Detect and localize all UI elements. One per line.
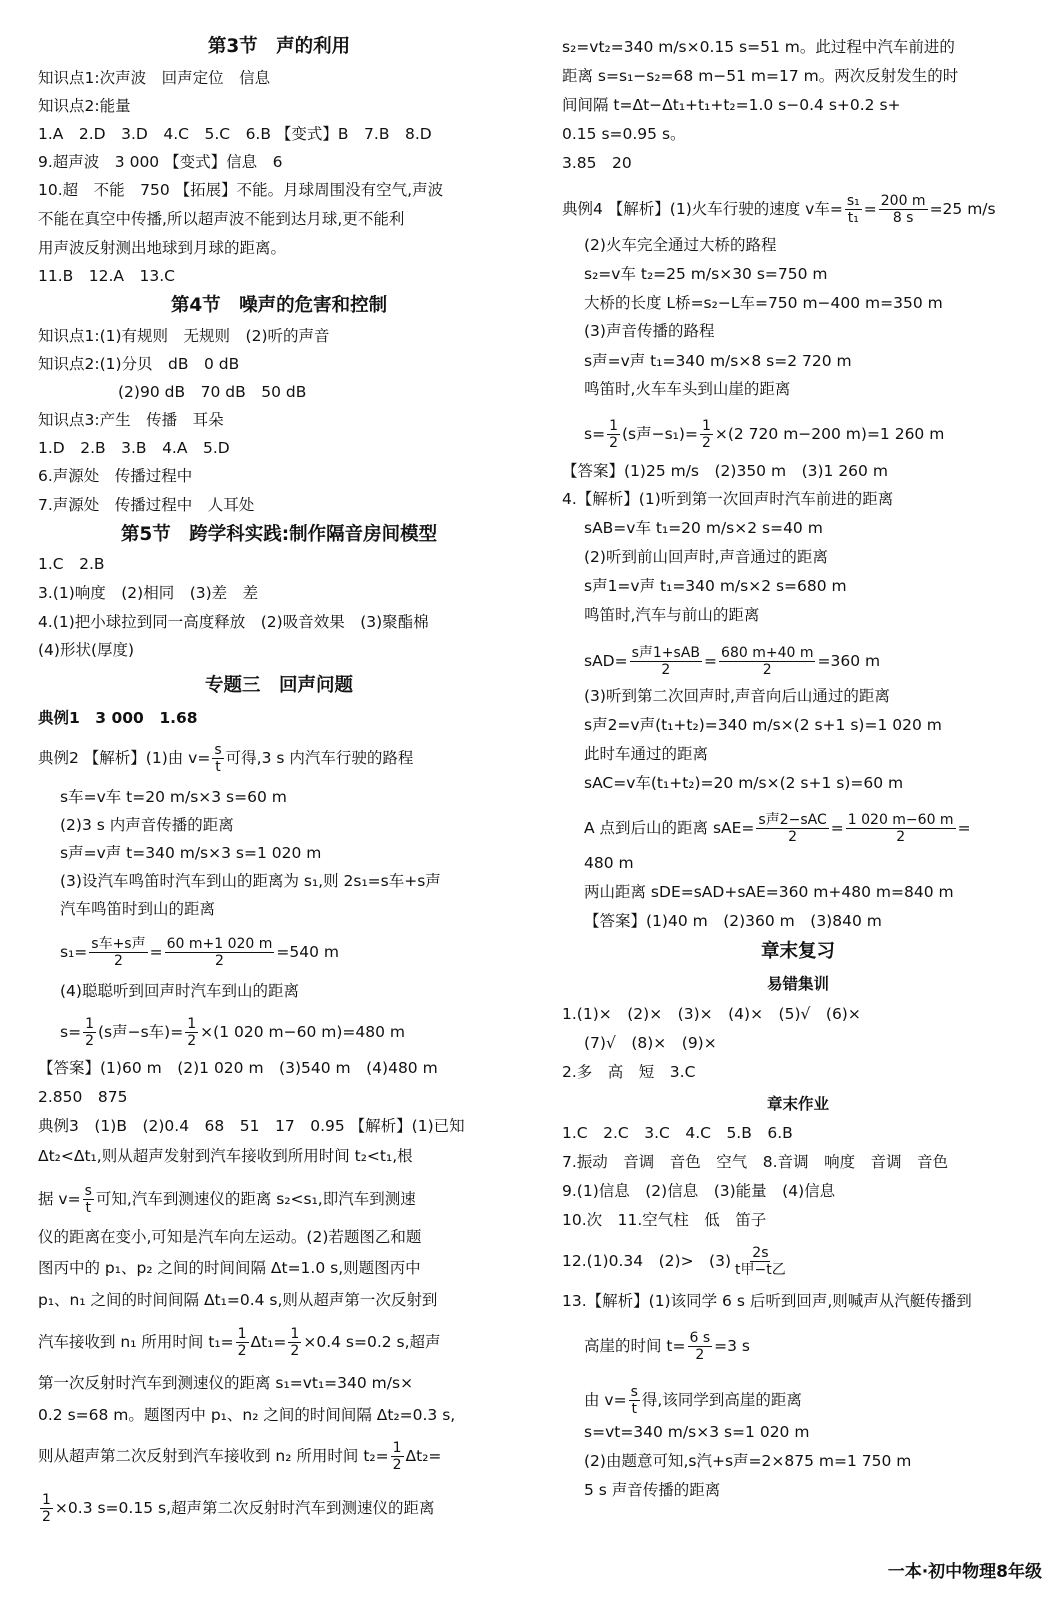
text-line: 知识点2:(1)分贝 dB 0 dB [38,355,240,373]
denominator: 2 [237,1343,247,1359]
text-span: =3 s [714,1337,751,1355]
numerator: 1 [701,418,711,434]
text-span: 12.(1)0.34 (2)> (3) [562,1252,732,1270]
text-line: (3)听到第二次回声时,声音向后山通过的距离 [584,687,890,705]
formula-line [584,1384,802,1417]
text-line: 1.A 2.D 3.D 4.C 5.C 6.B 【变式】B 7.B 8.D [38,125,432,143]
text-line: 两山距离 sDE=sAD+sAE=360 m+480 m=840 m [584,883,954,901]
formula-line [584,1330,750,1363]
numerator: 60 m+1 020 m [166,936,273,952]
denominator: 2 [42,1509,51,1525]
fraction [719,645,815,678]
formula-line [38,1492,435,1525]
formula-line [38,1183,416,1216]
numerator: 200 m [880,193,926,209]
fraction [733,1245,788,1278]
numerator: 680 m+40 m [721,645,814,661]
text-span: A 点到后山的距离 sAE= [584,819,755,837]
text-span: = [149,943,163,961]
chapter-homework-title: 章末作业 [766,1095,829,1113]
text-span: 可知,汽车到测速仪的距离 s₂<s₁,即汽车到测速 [95,1190,416,1208]
text-span: ×0.4 s=0.2 s,超声 [303,1333,441,1351]
text-span: 由 v= [584,1391,627,1409]
numerator: s声1+sAB [631,645,701,661]
text-line: 用声波反射测出地球到月球的距离。 [38,239,287,257]
text-line: 不能在真空中传播,所以超声波不能到达月球,更不能利 [38,210,405,228]
denominator: 2 [609,435,618,451]
text-span: (s声−s车)= [98,1023,184,1041]
numerator: 2s [752,1245,769,1261]
fraction [845,193,862,226]
text-line: 7.振动 音调 音色 空气 8.音调 响度 音调 音色 [562,1153,949,1171]
numerator: s车+s声 [91,936,146,952]
topic-3-title: 专题三 回声问题 [204,675,353,696]
formula-line [60,1016,405,1049]
fraction [288,1326,301,1359]
text-line: 1.C 2.C 3.C 4.C 5.B 6.B [562,1124,793,1142]
text-line: 2.850 875 [38,1088,128,1106]
text-span: =25 m/s [929,200,996,218]
text-line: 知识点1:次声波 回声定位 信息 [38,69,271,87]
denominator: t [631,1401,637,1417]
text-line: 鸣笛时,火车车头到山崖的距离 [584,380,791,398]
fraction [83,1183,94,1216]
fraction [756,812,828,845]
formula-line: 典例4 【解析】(1)火车行驶的速度 v车= $\frac{\text{s₁}}{\text{t₁}}$ = $\frac{200 m}{8 s}$ =25 m/s [562,193,996,226]
text-line: (3)声音传播的路程 [584,322,715,340]
formula-line [38,1326,441,1359]
text-line: 知识点1:(1)有规则 无规则 (2)听的声音 [38,327,330,345]
text-line: 9.超声波 3 000 【变式】信息 6 [38,153,283,171]
text-line: 1.D 2.B 3.B 4.A 5.D [38,439,230,457]
text-line: 11.B 12.A 13.C [38,267,176,285]
denominator: t甲−t乙 [735,1262,786,1278]
text-line: 5 s 声音传播的距离 [584,1481,721,1499]
denominator: 2 [392,1457,402,1473]
text-line: 大桥的长度 L桥=s₂−L车=750 m−400 m=350 m [584,294,943,312]
formula-line [60,936,339,969]
text-line: 4.(1)把小球拉到同一高度释放 (2)吸音效果 (3)聚酯棉 [38,613,429,631]
fraction [83,1016,96,1049]
fraction [879,193,928,226]
answer-line: 【答案】(1)60 m (2)1 020 m (3)540 m (4)480 m [38,1059,438,1077]
denominator: 2 [788,829,798,845]
text-line: 间间隔 t=Δt−Δt₁+t₁+t₂=1.0 s−0.4 s+0.2 s+ [562,96,901,114]
text-line: s=vt=340 m/s×3 s=1 020 m [584,1423,810,1441]
page-footer: 一本·初中物理8年级 [887,1562,1042,1582]
denominator: 2 [85,1033,94,1049]
numerator: 1 [237,1326,247,1342]
text-line: (2)90 dB 70 dB 50 dB [118,383,307,401]
text-span: 典例4 【解析】(1)火车行驶的速度 v车= [562,200,843,218]
text-line: 3.85 20 [562,154,632,172]
denominator: 2 [762,662,772,678]
text-line: (2)火车完全通过大桥的路程 [584,236,777,254]
text-line: 距离 s=s₁−s₂=68 m−51 m=17 m。两次反射发生的时 [562,67,959,85]
text-line: s₂=v车 t₂=25 m/s×30 s=750 m [584,265,828,283]
answer-line: 【答案】(1)25 m/s (2)350 m (3)1 260 m [562,462,888,480]
text-span: sAD= [584,652,628,670]
denominator: 2 [701,435,711,451]
text-line: 0.2 s=68 m。题图丙中 p₁、n₂ 之间的时间间隔 Δt₂=0.3 s, [38,1406,456,1424]
fraction [607,418,620,451]
text-line: 6.声源处 传播过程中 [38,467,193,485]
text-line: 鸣笛时,汽车与前山的距离 [584,606,760,624]
text-line: 9.(1)信息 (2)信息 (3)能量 (4)信息 [562,1182,836,1200]
text-span: =360 m [817,652,881,670]
text-span: = [957,819,971,837]
fraction [165,936,275,969]
text-line: (2)由题意可知,s汽+s声=2×875 m=1 750 m [584,1452,912,1470]
fraction [212,742,223,775]
text-span: 高崖的时间 t= [584,1337,686,1355]
text-line: 480 m [584,854,634,872]
denominator: t [85,1200,91,1216]
text-line: (4)聪聪听到回声时汽车到山的距离 [60,982,299,1000]
section-3-title: 第3节 声的利用 [207,36,351,57]
denominator: 2 [215,953,224,969]
text-span: 得,该同学到高崖的距离 [641,1391,802,1409]
numerator: s声2−sAC [758,812,827,828]
text-line: s声1=v声 t₁=340 m/s×2 s=680 m [584,577,847,595]
text-line: (4)形状(厚度) [38,641,135,659]
text-line: (3)设汽车鸣笛时汽车到山的距离为 s₁,则 2s₁=s车+s声 [60,872,441,890]
numerator: 6 s [689,1330,711,1346]
section-5-title: 第5节 跨学科实践:制作隔音房间模型 [120,524,438,545]
formula-line [584,418,944,451]
text-line: s声=v声 t=340 m/s×3 s=1 020 m [60,844,322,862]
numerator: 1 [42,1492,51,1508]
text-line: s₂=vt₂=340 m/s×0.15 s=51 m。此过程中汽车前进的 [562,38,955,56]
text-span: (s声−s₁)= [622,425,698,443]
text-line: 10.次 11.空气柱 低 笛子 [562,1211,767,1229]
chapter-review-title: 章末复习 [760,941,835,962]
text-line: (2)3 s 内声音传播的距离 [60,816,234,834]
numerator: 1 [609,418,618,434]
fraction [185,1016,198,1049]
numerator: 1 020 m−60 m [847,812,954,828]
error-practice-title: 易错集训 [766,975,829,993]
text-span: ×0.3 s=0.15 s,超声第二次反射时汽车到测速仪的距离 [54,1499,435,1517]
answer-line: 【答案】(1)40 m (2)360 m (3)840 m [584,912,882,930]
numerator: s [214,742,222,758]
text-line: 4.【解析】(1)听到第一次回声时汽车前进的距离 [562,490,894,508]
text-line: 10.超 不能 750 【拓展】不能。月球周围没有空气,声波 [38,181,444,199]
denominator: 2 [695,1347,705,1363]
fraction [688,1330,713,1363]
text-line: s声2=v声(t₁+t₂)=340 m/s×(2 s+1 s)=1 020 m [584,716,942,734]
text-span: 可得,3 s 内汽车行驶的路程 [225,749,414,767]
text-span: 据 v= [38,1190,81,1208]
text-line: 1.(1)× (2)× (3)× (4)× (5)√ (6)× [562,1005,861,1023]
text-line: 7.声源处 传播过程中 人耳处 [38,496,255,514]
text-line: 知识点2:能量 [38,97,131,115]
formula-line [38,1440,441,1473]
text-span: Δt₂= [405,1447,442,1465]
denominator: 2 [290,1343,300,1359]
text-span: =540 m [276,943,340,961]
text-span: s= [60,1023,82,1041]
text-span: s= [584,425,606,443]
formula-line [562,1245,790,1278]
text-line: p₁、n₁ 之间的时间间隔 Δt₁=0.4 s,则从超声第一次反射到 [38,1291,438,1309]
denominator: 2 [113,953,123,969]
denominator: 2 [661,662,671,678]
text-span: Δt₁= [250,1333,287,1351]
section-4-title: 第4节 噪声的危害和控制 [170,295,388,316]
text-line: 汽车鸣笛时到山的距离 [60,900,216,918]
text-line: 典例1 3 000 1.68 [38,709,198,727]
denominator: 8 s [892,210,914,226]
fraction [40,1492,53,1525]
text-span: 汽车接收到 n₁ 所用时间 t₁= [38,1333,234,1351]
numerator: 1 [85,1016,94,1032]
text-line: s声=v声 t₁=340 m/s×8 s=2 720 m [584,352,852,370]
fraction [89,936,147,969]
text-span: ×(2 720 m−200 m)=1 260 m [714,425,945,443]
text-line: (7)√ (8)× (9)× [584,1034,717,1052]
text-line: 第一次反射时汽车到测速仪的距离 s₁=vt₁=340 m/s× [38,1374,414,1392]
denominator: t [215,759,221,775]
text-line: s车=v车 t=20 m/s×3 s=60 m [60,788,287,806]
denominator: 2 [896,829,906,845]
numerator: 1 [392,1440,402,1456]
text-span: ×(1 020 m−60 m)=480 m [200,1023,405,1041]
formula-line: sAD= $\frac{\text{s声1+sAB}}{2}$ = $\frac{680 m+40 m}{2}$ =360 m [584,645,881,678]
fraction [846,812,956,845]
fraction [391,1440,404,1473]
numerator: 1 [290,1326,300,1342]
numerator: 1 [187,1016,197,1032]
text-line: 此时车通过的距离 [584,745,709,763]
text-span: 则从超声第二次反射到汽车接收到 n₂ 所用时间 t₂= [38,1447,389,1465]
text-line: 典例3 (1)B (2)0.4 68 51 17 0.95 【解析】(1)已知 [38,1117,465,1135]
text-line: 13.【解析】(1)该同学 6 s 后听到回声,则喊声从汽艇传播到 [562,1292,972,1310]
text-line: 2.多 高 短 3.C [562,1063,696,1081]
text-line: 3.(1)响度 (2)相同 (3)差 差 [38,584,259,602]
denominator: t₁ [847,210,859,226]
text-line: 图丙中的 p₁、p₂ 之间的时间间隔 Δt=1.0 s,则题图丙中 [38,1259,421,1277]
text-line: Δt₂<Δt₁,则从超声发射到汽车接收到所用时间 t₂<t₁,根 [38,1147,413,1165]
fraction [700,418,713,451]
text-span: 典例2 【解析】(1)由 v= [38,749,211,767]
fraction [236,1326,249,1359]
formula-line: A 点到后山的距离 sAE= $\frac{\text{s声2−sAC}}{2}$ = $\frac{1 020 m-60 m}{2}$ = [584,812,971,845]
fraction [630,645,702,678]
text-line: sAB=v车 t₁=20 m/s×2 s=40 m [584,519,823,537]
text-line: 仪的距离在变小,可知是汽车向左运动。(2)若题图乙和题 [38,1228,422,1246]
fraction [629,1384,640,1417]
numerator: s [84,1183,92,1199]
text-line: 1.C 2.B [38,555,105,573]
text-line: 知识点3:产生 传播 耳朵 [38,411,224,429]
text-line: 0.15 s=0.95 s。 [562,125,686,143]
numerator: s [630,1384,638,1400]
numerator: s₁ [846,193,860,209]
text-line: (2)听到前山回声时,声音通过的距离 [584,548,828,566]
text-span: s₁= [60,943,88,961]
formula-line [38,742,413,775]
text-line: sAC=v车(t₁+t₂)=20 m/s×(2 s+1 s)=60 m [584,774,904,792]
denominator: 2 [187,1033,197,1049]
